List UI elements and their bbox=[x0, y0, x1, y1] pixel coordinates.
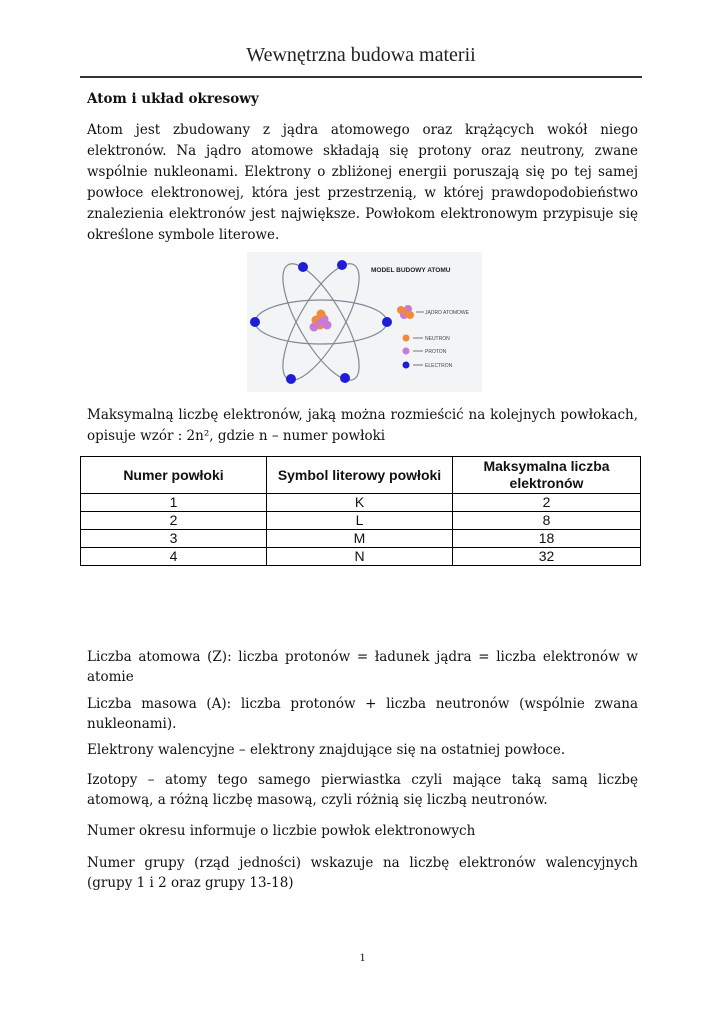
table-row bbox=[81, 494, 641, 512]
table-header-cell: Maksymalna liczba elektronów bbox=[453, 457, 641, 494]
section-title: Atom i układ okresowy bbox=[87, 91, 259, 107]
proton-legend-icon bbox=[403, 348, 410, 355]
electron-dot bbox=[337, 260, 347, 270]
electron-legend-icon bbox=[403, 362, 410, 369]
definition-isotopes: Izotopy – atomy tego samego pierwiastka czyli mające taką samą liczbę atomową, a różną liczbę masową, czyli różnią się liczbą neutronów. bbox=[87, 772, 638, 808]
definition-atomic-number: Liczba atomowa (Z): liczba protonów = ładunek jądra = liczba elektronów w atomie bbox=[87, 649, 638, 685]
electron-dot bbox=[382, 317, 392, 327]
electron-dot bbox=[298, 262, 308, 272]
electron-dot bbox=[340, 373, 350, 383]
table-cell: 18 bbox=[453, 530, 641, 548]
table-cell: 8 bbox=[453, 512, 641, 530]
page-number: 1 bbox=[359, 950, 366, 964]
neutron-legend-icon bbox=[403, 335, 410, 342]
definition-group-number: Numer grupy (rząd jedności) wskazuje na liczbę elektronów walencyjnych (grupy 1 i 2 oraz grupy 13-18) bbox=[87, 855, 638, 891]
definition-valence-electrons: Elektrony walencyjne – elektrony znajdujące się na ostatniej powłoce. bbox=[87, 742, 566, 758]
definition-mass-number: Liczba masowa (A): liczba protonów + liczba neutronów (wspólnie zwana nukleonami). bbox=[87, 696, 638, 732]
table-row bbox=[81, 548, 641, 566]
table-cell: 3 bbox=[81, 530, 267, 548]
intro-paragraph: Atom jest zbudowany z jądra atomowego oraz krążących wokół niego elektronów. Na jądro atomowe składają się protony oraz neutrony, zwane wspólnie nukleonami. Elektrony o zbliżonej energii poruszają się po tej samej powłoce elektronowej, która jest przestrzenią, w której prawdopodobieństwo znalezienia elektronów jest największe. Powłokom elektronowym przypisuje się określone symbole literowe. bbox=[87, 122, 638, 243]
table-cell: 2 bbox=[81, 512, 267, 530]
table-cell: N bbox=[267, 548, 453, 566]
legend-proton-label: PROTON bbox=[425, 349, 447, 355]
table-cell: L bbox=[267, 512, 453, 530]
electron-dot bbox=[286, 374, 296, 384]
table-cell: M bbox=[267, 530, 453, 548]
table-cell: 2 bbox=[453, 494, 641, 512]
table-header-row bbox=[81, 457, 641, 494]
table-row bbox=[81, 512, 641, 530]
table-cell: 1 bbox=[81, 494, 267, 512]
max-electrons-paragraph: Maksymalną liczbę elektronów, jaką można rozmieścić na kolejnych powłokach, opisuje wzór : 2n², gdzie n – numer powłoki bbox=[87, 407, 638, 444]
table-header-cell: Symbol literowy powłoki bbox=[267, 457, 453, 494]
definition-period-number: Numer okresu informuje o liczbie powłok elektronowych bbox=[87, 823, 476, 839]
electron-dot bbox=[250, 317, 260, 327]
table-row bbox=[81, 530, 641, 548]
table-cell: K bbox=[267, 494, 453, 512]
legend-nucleus-label: JĄDRO ATOMOWE bbox=[425, 310, 469, 316]
electron-shell-table bbox=[80, 456, 641, 566]
atom-model-figure bbox=[247, 252, 482, 392]
legend-neutron-label: NEUTRON bbox=[425, 336, 450, 342]
figure-title: MODEL BUDOWY ATOMU bbox=[371, 267, 451, 274]
header-rule bbox=[80, 76, 642, 78]
legend-electron-label: ELECTRON bbox=[425, 363, 453, 369]
table-cell: 4 bbox=[81, 548, 267, 566]
table-cell: 32 bbox=[453, 548, 641, 566]
table-header-cell: Numer powłoki bbox=[81, 457, 267, 494]
page-header-title: Wewnętrzna budowa materii bbox=[246, 44, 476, 66]
